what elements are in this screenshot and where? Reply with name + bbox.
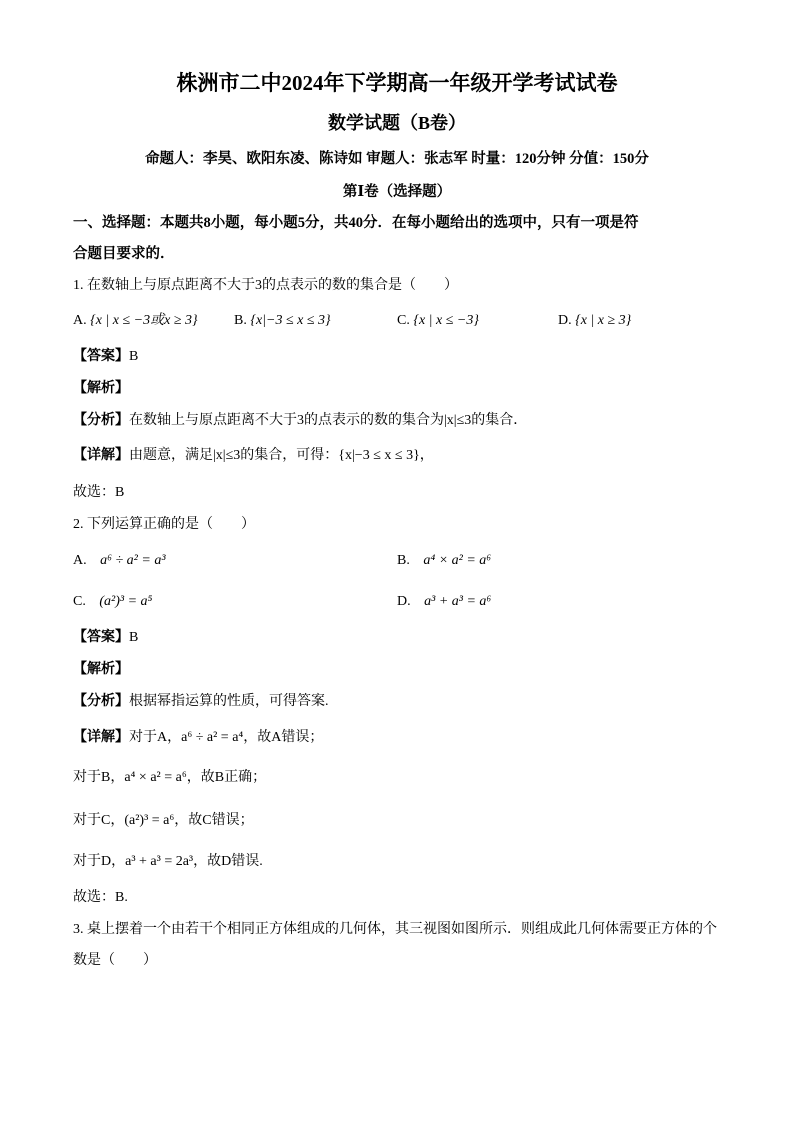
exam-subtitle: 数学试题（B卷） [327,113,466,133]
question-1-stem: 1. 在数轴上与原点距离不大于3的点表示的数的集合是（ ） [73,278,458,293]
question-1-answer [73,348,138,366]
option-label: C. [397,313,410,328]
fenxi-tag: 【分析】 [73,413,129,428]
question-2-xiangjie [73,729,323,747]
question-2-fenxi [73,693,329,711]
question-2-line-c: 对于C，(a²)³ = a⁶，故C错误； [73,813,254,828]
option-label: D. [558,313,572,328]
question-3-stem-line2: 数是（ ） [73,953,157,968]
xiangjie-line-a: 对于A，a⁶ ÷ a² = a⁴，故A错误； [129,730,324,745]
question-2-choose: 故选：B. [73,890,128,905]
answer-value: B [129,349,139,364]
question-1-option-a [73,312,198,330]
question-1-option-b [234,312,331,330]
question-1-fenxi [73,412,527,430]
question-2-analysis-tag: 【解析】 [73,662,129,677]
question-1-option-c [397,312,479,330]
option-text: a⁴ × a² = a⁶ [423,553,492,568]
exam-authors: 命题人：李昊、欧阳东凌、陈诗如 审题人：张志军 时量：120分钟 分值：150分 [145,151,649,167]
section-intro-line1: 一、选择题：本题共8小题，每小题5分，共40分．在每小题给出的选项中，只有一项是符 [73,215,639,231]
question-1-choose: 故选：B [73,485,125,500]
xiangjie-tag: 【详解】 [73,448,129,463]
option-label: D. [397,594,411,609]
answer-tag: 【答案】 [73,349,129,364]
xiangjie-text: 由题意，满足|x|≤3的集合，可得：{x|−3 ≤ x ≤ 3}， [129,448,434,463]
answer-tag: 【答案】 [73,630,129,645]
option-label: A. [73,553,87,568]
question-2-option-b [397,552,491,570]
fenxi-tag: 【分析】 [73,694,129,709]
question-2-option-a [73,552,166,570]
option-text: {x|−3 ≤ x ≤ 3} [250,313,331,328]
option-text: {x | x ≥ 3} [575,313,632,328]
question-1-option-d [558,312,631,330]
answer-value: B [129,630,139,645]
option-label: C. [73,594,86,609]
option-label: B. [234,313,247,328]
question-2-line-d: 对于D，a³ + a³ = 2a³，故D错误. [73,854,263,869]
option-label: B. [397,553,410,568]
option-text: a³ + a³ = a⁶ [424,594,492,609]
question-1-xiangjie [73,447,434,465]
question-2-option-d [397,593,491,611]
option-text: (a²)³ = a⁵ [99,594,153,609]
section-intro-line2: 合题目要求的． [73,246,175,262]
option-label: A. [73,313,87,328]
question-1-analysis-tag: 【解析】 [73,381,129,396]
question-3-stem-line1: 3. 桌上摆着一个由若干个相同正方体组成的几何体，其三视图如图所示．则组成此几何体需要正方体的个 [73,922,717,937]
xiangjie-tag: 【详解】 [73,730,129,745]
fenxi-text: 根据幂指运算的性质，可得答案. [129,694,329,709]
fenxi-text: 在数轴上与原点距离不大于3的点表示的数的集合为|x|≤3的集合． [129,413,528,428]
question-2-option-c [73,593,152,611]
question-2-answer [73,629,138,647]
option-text: a⁶ ÷ a² = a³ [100,553,166,568]
exam-title: 株洲市二中2024年下学期高一年级开学考试试卷 [176,71,618,95]
question-2-stem: 2. 下列运算正确的是（ ） [73,517,255,532]
option-text: {x | x ≤ −3} [413,313,479,328]
option-text: {x | x ≤ −3或x ≥ 3} [90,313,198,328]
volume-heading: 第Ⅰ卷（选择题） [342,184,452,200]
question-2-line-b: 对于B，a⁴ × a² = a⁶，故B正确； [73,770,267,785]
